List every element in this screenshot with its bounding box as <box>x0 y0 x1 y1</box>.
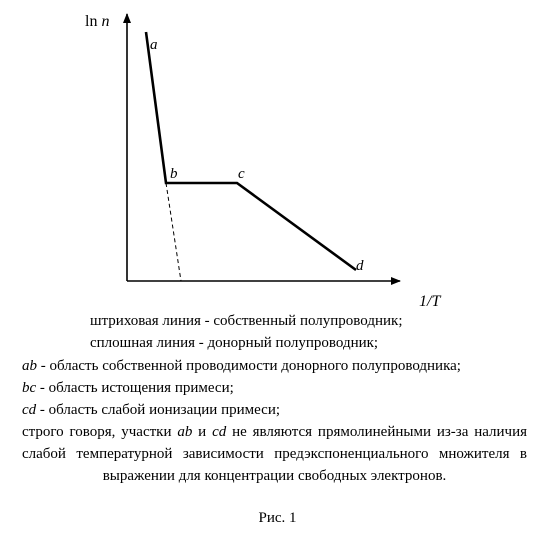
figure-caption: Рис. 1 <box>258 510 297 526</box>
legend-solid: сплошная линия - донорный полупроводник; <box>90 335 379 351</box>
region-bc: bc - область истощения примеси; <box>22 380 234 396</box>
point-d-label: d <box>356 258 364 274</box>
region-notes <box>22 355 527 487</box>
point-a-label: a <box>150 37 158 53</box>
point-b-label: b <box>170 166 178 182</box>
x-axis-label: 1/T <box>419 293 441 310</box>
legend-dashed: штриховая линия - собственный полупроводник; <box>90 313 403 329</box>
point-c-label: c <box>238 166 245 182</box>
remark-paragraph: строго говоря, участки ab и cd не являются прямолинейными из-за наличия слабой температурной зависимости предэкспоненциального множителя в выражении для концентрации свободных электронов. <box>22 424 528 484</box>
region-cd: cd - область слабой ионизации примеси; <box>22 402 281 418</box>
y-axis-label: ln n <box>85 13 110 30</box>
donor-solid-line <box>146 32 356 270</box>
intrinsic-dashed-line <box>166 183 181 281</box>
region-ab: ab - область собственной проводимости донорного полупроводника; <box>22 358 461 374</box>
